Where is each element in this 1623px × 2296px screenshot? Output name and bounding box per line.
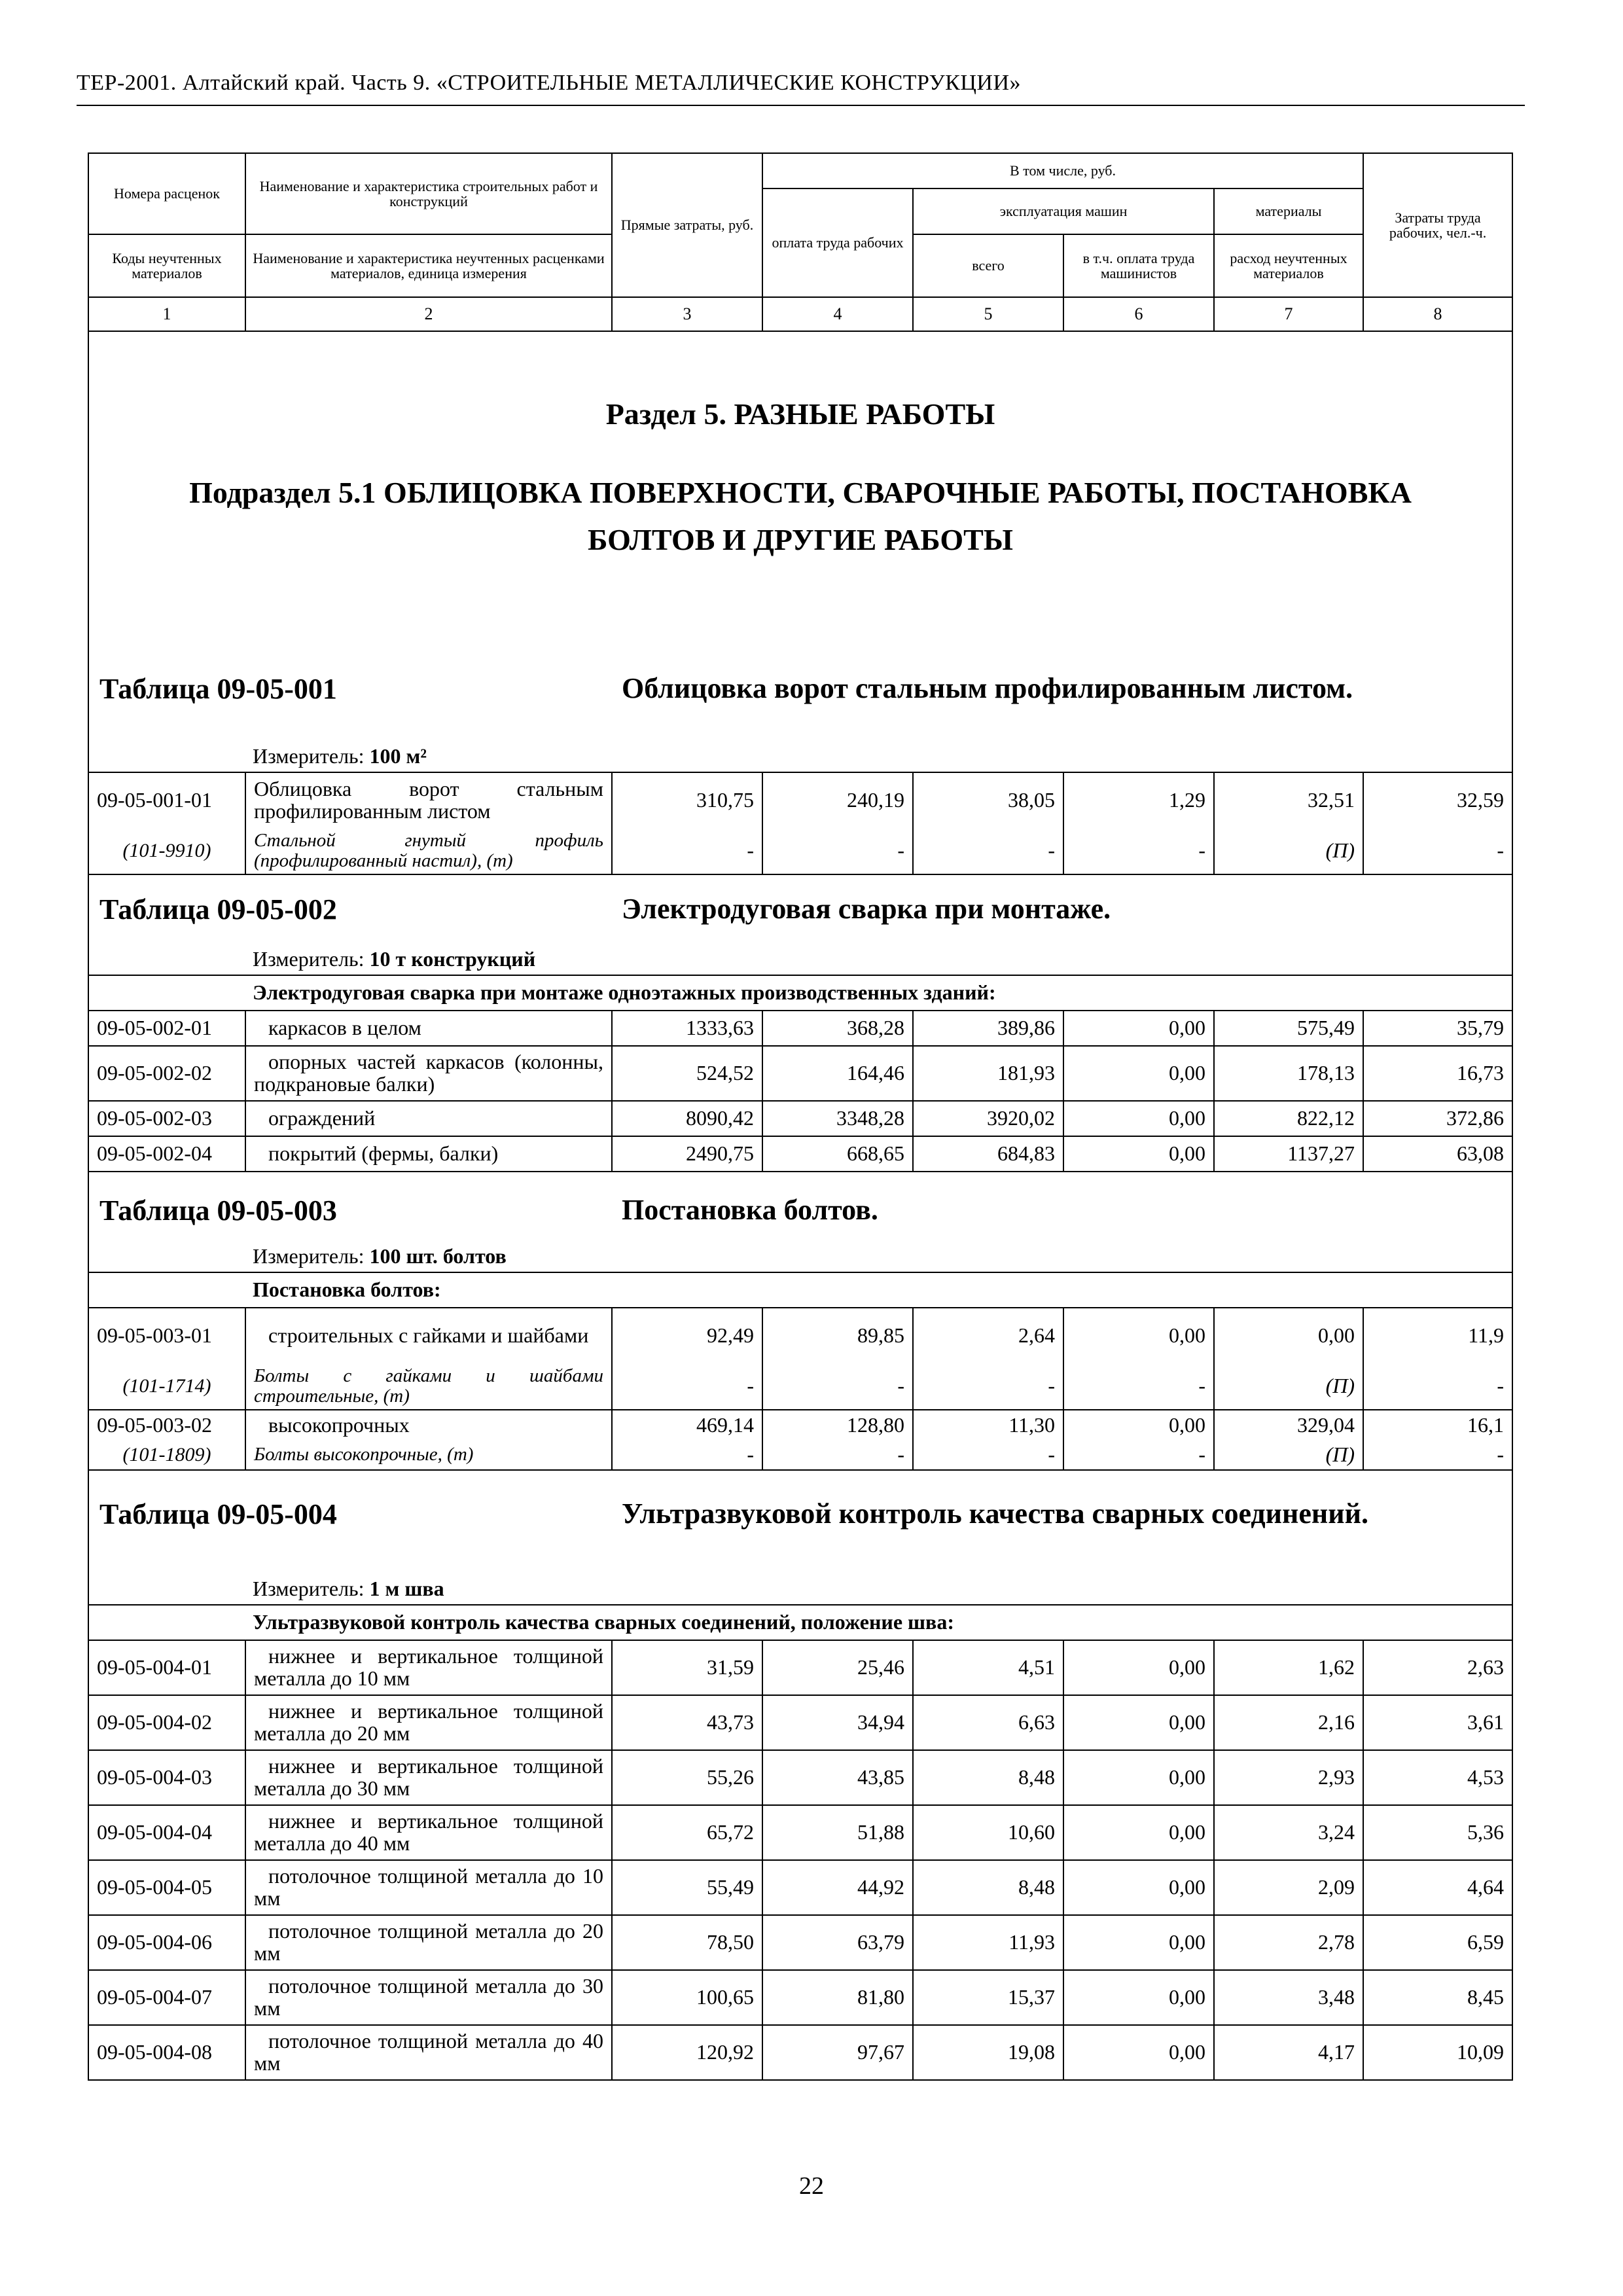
labor-pay: 668,65 <box>762 1136 913 1172</box>
materials-cost: 178,13 <box>1214 1046 1363 1101</box>
machines-total: 38,05 <box>913 772 1063 827</box>
document-header: ТЕР-2001. Алтайский край. Часть 9. «СТРОИТЕЛЬНЫЕ МЕТАЛЛИЧЕСКИЕ КОНСТРУКЦИИ» <box>77 71 1022 95</box>
table-title: Постановка болтов. <box>622 1194 878 1226</box>
materials-cost: 0,00 <box>1214 1308 1363 1363</box>
direct-cost: 2490,75 <box>612 1136 762 1172</box>
labor-hours: - <box>1363 827 1512 874</box>
table-label: Таблица 09-05-004 <box>99 1498 337 1530</box>
labor-hours: - <box>1363 1363 1512 1410</box>
labor-hours: 2,63 <box>1363 1640 1512 1695</box>
including-header: В том числе, руб. <box>762 153 1363 188</box>
col4-header: оплата труда рабочих <box>762 188 913 297</box>
rate-code: 09-05-002-01 <box>88 1011 245 1046</box>
materials-cost: 329,04 <box>1214 1410 1363 1440</box>
labor-pay: 128,80 <box>762 1410 913 1440</box>
labor-hours: 16,1 <box>1363 1410 1512 1440</box>
subsection-title-line2: БОЛТОВ И ДРУГИЕ РАБОТЫ <box>588 522 1013 556</box>
materials-cost: 575,49 <box>1214 1011 1363 1046</box>
labor-pay: - <box>762 827 913 874</box>
column-numbers-row <box>88 297 1512 331</box>
col-number: 7 <box>1214 297 1363 331</box>
machinists-pay: 0,00 <box>1063 1136 1214 1172</box>
rate-code: 09-05-004-08 <box>88 2025 245 2080</box>
direct-cost: 55,49 <box>612 1860 762 1915</box>
material-code: (101-9910) <box>88 827 245 874</box>
table-row <box>88 1101 1512 1136</box>
labor-hours: 372,86 <box>1363 1101 1512 1136</box>
table-unit: Измеритель: 100 м² <box>253 744 427 768</box>
material-name: Болты с гайками и шайбами строительные, (т) <box>245 1363 612 1410</box>
col5-header: всего <box>913 234 1063 297</box>
table-heading <box>89 657 1512 772</box>
direct-cost: 92,49 <box>612 1308 762 1363</box>
work-name: каркасов в целом <box>245 1011 612 1046</box>
col-number: 5 <box>913 297 1063 331</box>
labor-pay: - <box>762 1363 913 1410</box>
direct-cost: 43,73 <box>612 1695 762 1750</box>
direct-cost: 120,92 <box>612 2025 762 2080</box>
direct-cost: - <box>612 827 762 874</box>
machines-total: - <box>913 1440 1063 1470</box>
col-number: 2 <box>245 297 612 331</box>
table-row <box>88 1046 1512 1101</box>
materials-cost: 2,78 <box>1214 1915 1363 1970</box>
work-name: строительных с гайками и шайбами <box>245 1308 612 1363</box>
labor-pay: 81,80 <box>762 1970 913 2025</box>
direct-cost: 8090,42 <box>612 1101 762 1136</box>
machines-total: 389,86 <box>913 1011 1063 1046</box>
machinists-pay: - <box>1063 1440 1214 1470</box>
rate-code: 09-05-002-04 <box>88 1136 245 1172</box>
table-row <box>88 1750 1512 1805</box>
labor-pay: 240,19 <box>762 772 913 827</box>
labor-pay: 3348,28 <box>762 1101 913 1136</box>
table-row-material <box>88 1363 1512 1410</box>
col-number: 8 <box>1363 297 1512 331</box>
table-label: Таблица 09-05-002 <box>99 893 337 925</box>
machinists-pay: 0,00 <box>1063 2025 1214 2080</box>
table-unit: Измеритель: 100 шт. болтов <box>253 1244 507 1268</box>
table-heading-row <box>88 1470 1512 1605</box>
labor-pay: 44,92 <box>762 1860 913 1915</box>
table-unit: Измеритель: 10 т конструкций <box>253 947 536 971</box>
machines-total: 684,83 <box>913 1136 1063 1172</box>
rate-code: 09-05-004-01 <box>88 1640 245 1695</box>
rate-code: 09-05-004-06 <box>88 1915 245 1970</box>
labor-hours: 32,59 <box>1363 772 1512 827</box>
work-name: нижнее и вертикальное толщиной металла до 10 мм <box>245 1640 612 1695</box>
work-name: потолочное толщиной металла до 10 мм <box>245 1860 612 1915</box>
table-row <box>88 2025 1512 2080</box>
labor-hours: 3,61 <box>1363 1695 1512 1750</box>
labor-hours: - <box>1363 1440 1512 1470</box>
section-heading-row <box>88 331 1512 772</box>
labor-hours: 4,64 <box>1363 1860 1512 1915</box>
table-label: Таблица 09-05-001 <box>99 673 337 705</box>
materials-cost: 2,09 <box>1214 1860 1363 1915</box>
labor-hours: 11,9 <box>1363 1308 1512 1363</box>
direct-cost: 1333,63 <box>612 1011 762 1046</box>
materials-cost: 4,17 <box>1214 2025 1363 2080</box>
direct-cost: 310,75 <box>612 772 762 827</box>
direct-cost: 100,65 <box>612 1970 762 2025</box>
machinists-pay: 0,00 <box>1063 1410 1214 1440</box>
machinists-pay: 0,00 <box>1063 1915 1214 1970</box>
table-label: Таблица 09-05-003 <box>99 1194 337 1227</box>
col-number: 6 <box>1063 297 1214 331</box>
group-header-row <box>88 975 1512 1011</box>
machines-total: - <box>913 827 1063 874</box>
materials-cost: 2,16 <box>1214 1695 1363 1750</box>
labor-pay: 164,46 <box>762 1046 913 1101</box>
materials-header: материалы <box>1214 188 1363 234</box>
machinists-pay: 0,00 <box>1063 1011 1214 1046</box>
direct-cost: 31,59 <box>612 1640 762 1695</box>
labor-pay: 368,28 <box>762 1011 913 1046</box>
machines-total: 11,30 <box>913 1410 1063 1440</box>
col2-top-header: Наименование и характеристика строительных работ и конструкций <box>245 153 612 234</box>
group-title: Электродуговая сварка при монтаже одноэтажных производственных зданий: <box>88 975 1512 1011</box>
work-name: потолочное толщиной металла до 20 мм <box>245 1915 612 1970</box>
materials-cost: 3,48 <box>1214 1970 1363 2025</box>
rate-code: 09-05-004-05 <box>88 1860 245 1915</box>
col1-top-header: Номера расценок <box>88 153 245 234</box>
work-name: нижнее и вертикальное толщиной металла до 30 мм <box>245 1750 612 1805</box>
col-number: 1 <box>88 297 245 331</box>
table-unit: Измеритель: 1 м шва <box>253 1577 444 1601</box>
table-row <box>88 1136 1512 1172</box>
table-row <box>88 1695 1512 1750</box>
material-code: (101-1714) <box>88 1363 245 1410</box>
labor-hours: 63,08 <box>1363 1136 1512 1172</box>
rate-code: 09-05-003-01 <box>88 1308 245 1363</box>
machines-total: 11,93 <box>913 1915 1063 1970</box>
machines-total: 19,08 <box>913 2025 1063 2080</box>
rate-code: 09-05-004-02 <box>88 1695 245 1750</box>
machinists-pay: 0,00 <box>1063 1860 1214 1915</box>
labor-pay: 63,79 <box>762 1915 913 1970</box>
labor-pay: 43,85 <box>762 1750 913 1805</box>
work-name: покрытий (фермы, балки) <box>245 1136 612 1172</box>
direct-cost: 469,14 <box>612 1410 762 1440</box>
labor-pay: - <box>762 1440 913 1470</box>
materials-cost: (П) <box>1214 827 1363 874</box>
page-number: 22 <box>799 2172 824 2200</box>
group-header-row <box>88 1272 1512 1308</box>
table-row <box>88 1410 1512 1440</box>
material-code: (101-1809) <box>88 1440 245 1470</box>
col3-header: Прямые затраты, руб. <box>612 153 762 297</box>
labor-hours: 6,59 <box>1363 1915 1512 1970</box>
machines-total: 6,63 <box>913 1695 1063 1750</box>
labor-hours: 8,45 <box>1363 1970 1512 2025</box>
machines-total: 4,51 <box>913 1640 1063 1695</box>
header-rule <box>77 105 1525 106</box>
rate-code: 09-05-004-04 <box>88 1805 245 1860</box>
header-row-1 <box>88 153 1512 188</box>
rate-code: 09-05-001-01 <box>88 772 245 827</box>
machinists-pay: 0,00 <box>1063 1750 1214 1805</box>
material-name: Стальной гнутый профиль (профилированный настил), (т) <box>245 827 612 874</box>
table-row <box>88 1860 1512 1915</box>
materials-cost: (П) <box>1214 1363 1363 1410</box>
direct-cost: 524,52 <box>612 1046 762 1101</box>
machinists-pay: - <box>1063 827 1214 874</box>
labor-hours: 10,09 <box>1363 2025 1512 2080</box>
rate-code: 09-05-004-03 <box>88 1750 245 1805</box>
machinists-pay: 0,00 <box>1063 1970 1214 2025</box>
labor-hours: 4,53 <box>1363 1750 1512 1805</box>
materials-cost: 1137,27 <box>1214 1136 1363 1172</box>
table-title: Облицовка ворот стальным профилированным листом. <box>622 672 1353 704</box>
work-name: потолочное толщиной металла до 40 мм <box>245 2025 612 2080</box>
machinists-pay: 0,00 <box>1063 1308 1214 1363</box>
direct-cost: - <box>612 1440 762 1470</box>
materials-cost: 1,62 <box>1214 1640 1363 1695</box>
machinists-pay: 1,29 <box>1063 772 1214 827</box>
col-number: 4 <box>762 297 913 331</box>
work-name: потолочное толщиной металла до 30 мм <box>245 1970 612 2025</box>
material-name: Болты высокопрочные, (т) <box>245 1440 612 1470</box>
labor-pay: 97,67 <box>762 2025 913 2080</box>
col-number: 3 <box>612 297 762 331</box>
col7-header: расход неучтенных материалов <box>1214 234 1363 297</box>
work-name: нижнее и вертикальное толщиной металла до 20 мм <box>245 1695 612 1750</box>
table-row <box>88 1308 1512 1363</box>
direct-cost: - <box>612 1363 762 1410</box>
machines-total: - <box>913 1363 1063 1410</box>
machines-total: 181,93 <box>913 1046 1063 1101</box>
table-row <box>88 1970 1512 2025</box>
work-name: ограждений <box>245 1101 612 1136</box>
table-row <box>88 772 1512 827</box>
pricing-table <box>88 152 1513 2081</box>
table-heading-row <box>88 874 1512 975</box>
work-name: нижнее и вертикальное толщиной металла до 40 мм <box>245 1805 612 1860</box>
direct-cost: 78,50 <box>612 1915 762 1970</box>
table-title: Электродуговая сварка при монтаже. <box>622 893 1111 925</box>
subsection-title-line1: Подраздел 5.1 ОБЛИЦОВКА ПОВЕРХНОСТИ, СВАРОЧНЫЕ РАБОТЫ, ПОСТАНОВКА <box>189 476 1412 510</box>
group-title: Постановка болтов: <box>88 1272 1512 1308</box>
table-row <box>88 1640 1512 1695</box>
machinists-pay: - <box>1063 1363 1214 1410</box>
materials-cost: 822,12 <box>1214 1101 1363 1136</box>
machinists-pay: 0,00 <box>1063 1101 1214 1136</box>
machines-header: эксплуатация машин <box>913 188 1214 234</box>
group-header-row <box>88 1605 1512 1640</box>
machinists-pay: 0,00 <box>1063 1695 1214 1750</box>
rate-code: 09-05-003-02 <box>88 1410 245 1440</box>
rate-code: 09-05-002-02 <box>88 1046 245 1101</box>
materials-cost: 3,24 <box>1214 1805 1363 1860</box>
col2-bottom-header: Наименование и характеристика неучтенных расценками материалов, единица измерения <box>245 234 612 297</box>
table-heading-row <box>88 1172 1512 1272</box>
machinists-pay: 0,00 <box>1063 1046 1214 1101</box>
labor-hours: 35,79 <box>1363 1011 1512 1046</box>
labor-pay: 34,94 <box>762 1695 913 1750</box>
work-name: Облицовка ворот стальным профилированным листом <box>245 772 612 827</box>
table-row-material <box>88 827 1512 874</box>
labor-pay: 25,46 <box>762 1640 913 1695</box>
work-name: опорных частей каркасов (колонны, подкрановые балки) <box>245 1046 612 1101</box>
direct-cost: 65,72 <box>612 1805 762 1860</box>
labor-hours: 16,73 <box>1363 1046 1512 1101</box>
machines-total: 3920,02 <box>913 1101 1063 1136</box>
labor-pay: 89,85 <box>762 1308 913 1363</box>
machines-total: 8,48 <box>913 1750 1063 1805</box>
labor-hours: 5,36 <box>1363 1805 1512 1860</box>
table-row-material <box>88 1440 1512 1470</box>
table-row <box>88 1805 1512 1860</box>
materials-cost: 32,51 <box>1214 772 1363 827</box>
rate-code: 09-05-004-07 <box>88 1970 245 2025</box>
group-title: Ультразвуковой контроль качества сварных соединений, положение шва: <box>88 1605 1512 1640</box>
table-row <box>88 1915 1512 1970</box>
col8-header: Затраты труда рабочих, чел.-ч. <box>1363 153 1512 297</box>
materials-cost: (П) <box>1214 1440 1363 1470</box>
col1-bottom-header: Коды неучтенных материалов <box>88 234 245 297</box>
col6-header: в т.ч. оплата труда машинистов <box>1063 234 1214 297</box>
rate-code: 09-05-002-03 <box>88 1101 245 1136</box>
machines-total: 10,60 <box>913 1805 1063 1860</box>
machines-total: 15,37 <box>913 1970 1063 2025</box>
table-row <box>88 1011 1512 1046</box>
work-name: высокопрочных <box>245 1410 612 1440</box>
subsection-title <box>89 469 1512 563</box>
direct-cost: 55,26 <box>612 1750 762 1805</box>
machinists-pay: 0,00 <box>1063 1805 1214 1860</box>
machinists-pay: 0,00 <box>1063 1640 1214 1695</box>
machines-total: 8,48 <box>913 1860 1063 1915</box>
table-title: Ультразвуковой контроль качества сварных соединений. <box>622 1498 1368 1530</box>
machines-total: 2,64 <box>913 1308 1063 1363</box>
materials-cost: 2,93 <box>1214 1750 1363 1805</box>
labor-pay: 51,88 <box>762 1805 913 1860</box>
section-title: Раздел 5. РАЗНЫЕ РАБОТЫ <box>605 397 995 431</box>
